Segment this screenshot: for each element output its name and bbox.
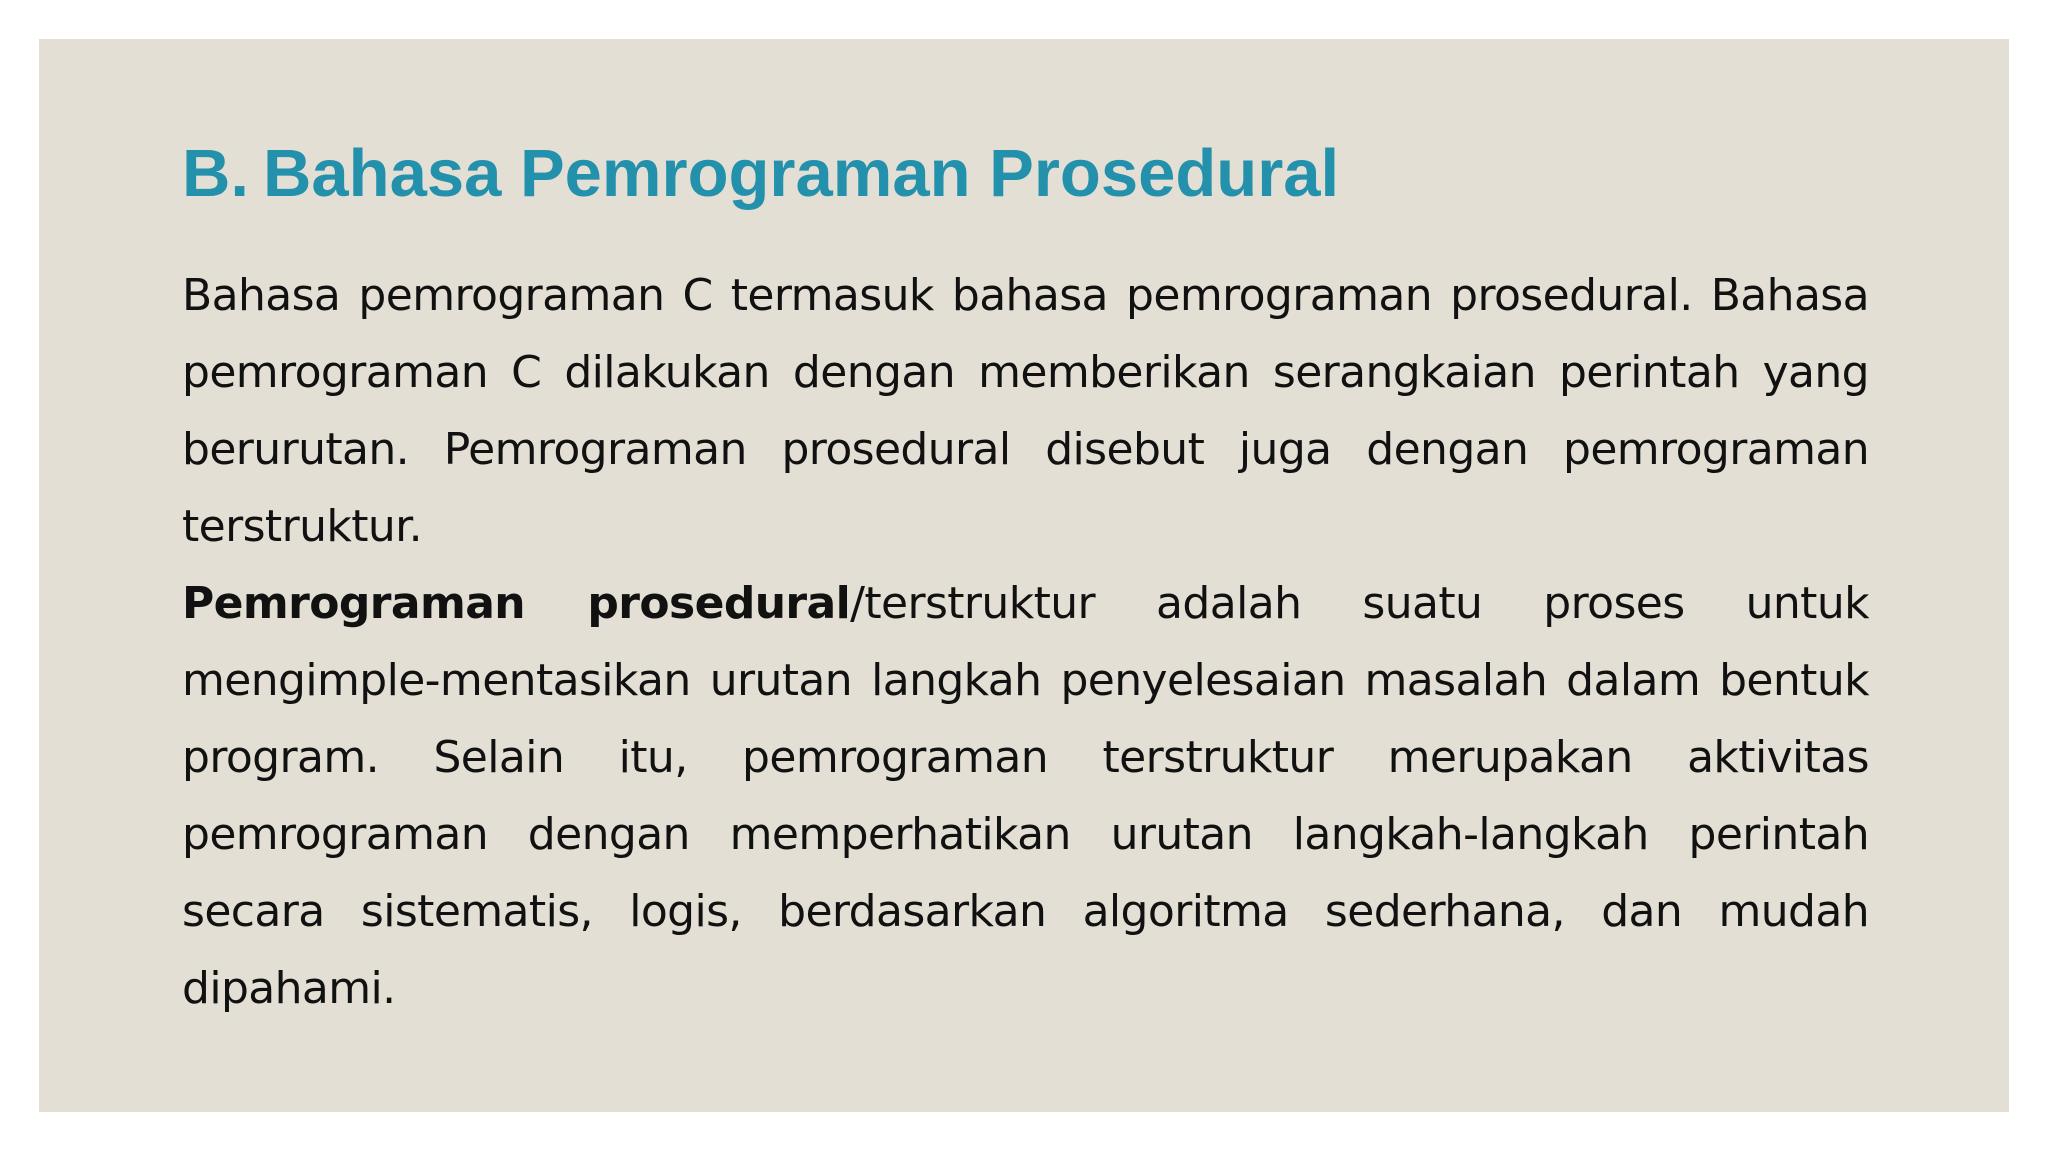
slide bbox=[39, 39, 2009, 1112]
paragraph-1: Bahasa pemrograman C termasuk bahasa pemrograman prosedural. Bahasa pemrograman C dilakukan dengan memberikan serangkaian perintah yang berurutan. Pemrograman prosedural disebut juga dengan pemrograman terstruktur. bbox=[182, 270, 1869, 552]
heading-number: B. bbox=[182, 136, 249, 211]
paragraph-2 bbox=[182, 565, 1869, 1027]
heading-title: Bahasa Pemrograman Prosedural bbox=[263, 136, 1340, 211]
paragraph-2-text: /terstruktur adalah suatu proses untuk mengimple-mentasikan urutan langkah penyelesaian masalah dalam bentuk program. Selain itu, pemrograman terstruktur merupakan aktivitas pemrograman dengan memperhatikan urutan langkah-langkah perintah secara sistematis, logis, berdasarkan algoritma sederhana, dan mudah dipahami. bbox=[182, 578, 1870, 1014]
paragraph-2-bold-lead: Pemrograman prosedural bbox=[182, 578, 851, 629]
slide-body bbox=[182, 257, 1869, 1027]
slide-heading bbox=[182, 134, 1339, 214]
